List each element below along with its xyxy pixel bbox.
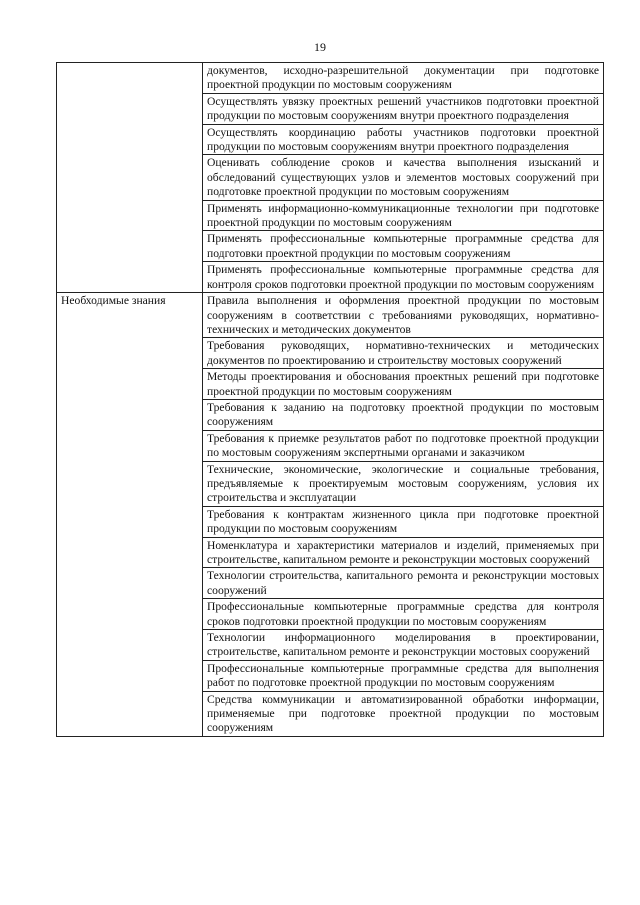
requirement-item-cell: документов, исходно-разрешительной документации при подготовке проектной продукции по мостовым сооружениям xyxy=(203,63,604,94)
requirement-item-cell: Правила выполнения и оформления проектной продукции по мостовым сооружениям в соответствии с требованиями руководящих, нормативно-технических и методических документов xyxy=(203,293,604,338)
table-body xyxy=(57,63,604,737)
section-label-cell xyxy=(57,63,203,293)
requirement-item-cell: Номенклатура и характеристики материалов и изделий, применяемых при строительстве, капитальном ремонте и реконструкции мостовых сооружений xyxy=(203,537,604,568)
requirements-table xyxy=(56,62,604,737)
section-label-cell: Необходимые знания xyxy=(57,293,203,737)
requirement-item-cell: Требования к заданию на подготовку проектной продукции по мостовым сооружениям xyxy=(203,399,604,430)
page-number: 19 xyxy=(314,40,326,54)
requirement-item-cell: Средства коммуникации и автоматизированной обработки информации, применяемые при подготовке проектной продукции по мостовым сооружениям xyxy=(203,691,604,736)
table-row xyxy=(57,63,604,94)
requirement-item-cell: Профессиональные компьютерные программные средства для контроля сроков подготовки проектной продукции по мостовым сооружениям xyxy=(203,599,604,630)
requirement-item-cell: Применять профессиональные компьютерные программные средства для контроля сроков подготовки проектной продукции по мостовым сооружениям xyxy=(203,262,604,293)
requirement-item-cell: Требования руководящих, нормативно-технических и методических документов по проектированию и строительству мостовых сооружений xyxy=(203,338,604,369)
requirement-item-cell: Применять информационно-коммуникационные технологии при подготовке проектной продукции по мостовым сооружениям xyxy=(203,200,604,231)
requirement-item-cell: Профессиональные компьютерные программные средства для выполнения работ по подготовке проектной продукции по мостовым сооружениям xyxy=(203,660,604,691)
requirement-item-cell: Осуществлять увязку проектных решений участников подготовки проектной продукции по мостовым сооружениям внутри проектного подразделения xyxy=(203,93,604,124)
requirement-item-cell: Методы проектирования и обоснования проектных решений при подготовке проектной продукции по мостовым сооружениям xyxy=(203,369,604,400)
table-row xyxy=(57,293,604,338)
requirement-item-cell: Технологии информационного моделирования в проектировании, строительстве, капитальном ремонте и реконструкции мостовых сооружений xyxy=(203,630,604,661)
requirement-item-cell: Оценивать соблюдение сроков и качества выполнения изысканий и обследований существующих узлов и элементов мостовых сооружений при подготовке проектной продукции по мостовым сооружениям xyxy=(203,155,604,200)
requirement-item-cell: Осуществлять координацию работы участников подготовки проектной продукции по мостовым сооружениям внутри проектного подразделения xyxy=(203,124,604,155)
requirement-item-cell: Применять профессиональные компьютерные программные средства для подготовки проектной продукции по мостовым сооружениям xyxy=(203,231,604,262)
requirement-item-cell: Технологии строительства, капитального ремонта и реконструкции мостовых сооружений xyxy=(203,568,604,599)
requirement-item-cell: Требования к приемке результатов работ по подготовке проектной продукции по мостовым сооружениям экспертными органами и заказчиком xyxy=(203,430,604,461)
requirement-item-cell: Требования к контрактам жизненного цикла при подготовке проектной продукции по мостовым сооружениям xyxy=(203,506,604,537)
requirement-item-cell: Технические, экономические, экологические и социальные требования, предъявляемые к проектируемым мостовым сооружениям, условия их строительства и эксплуатации xyxy=(203,461,604,506)
